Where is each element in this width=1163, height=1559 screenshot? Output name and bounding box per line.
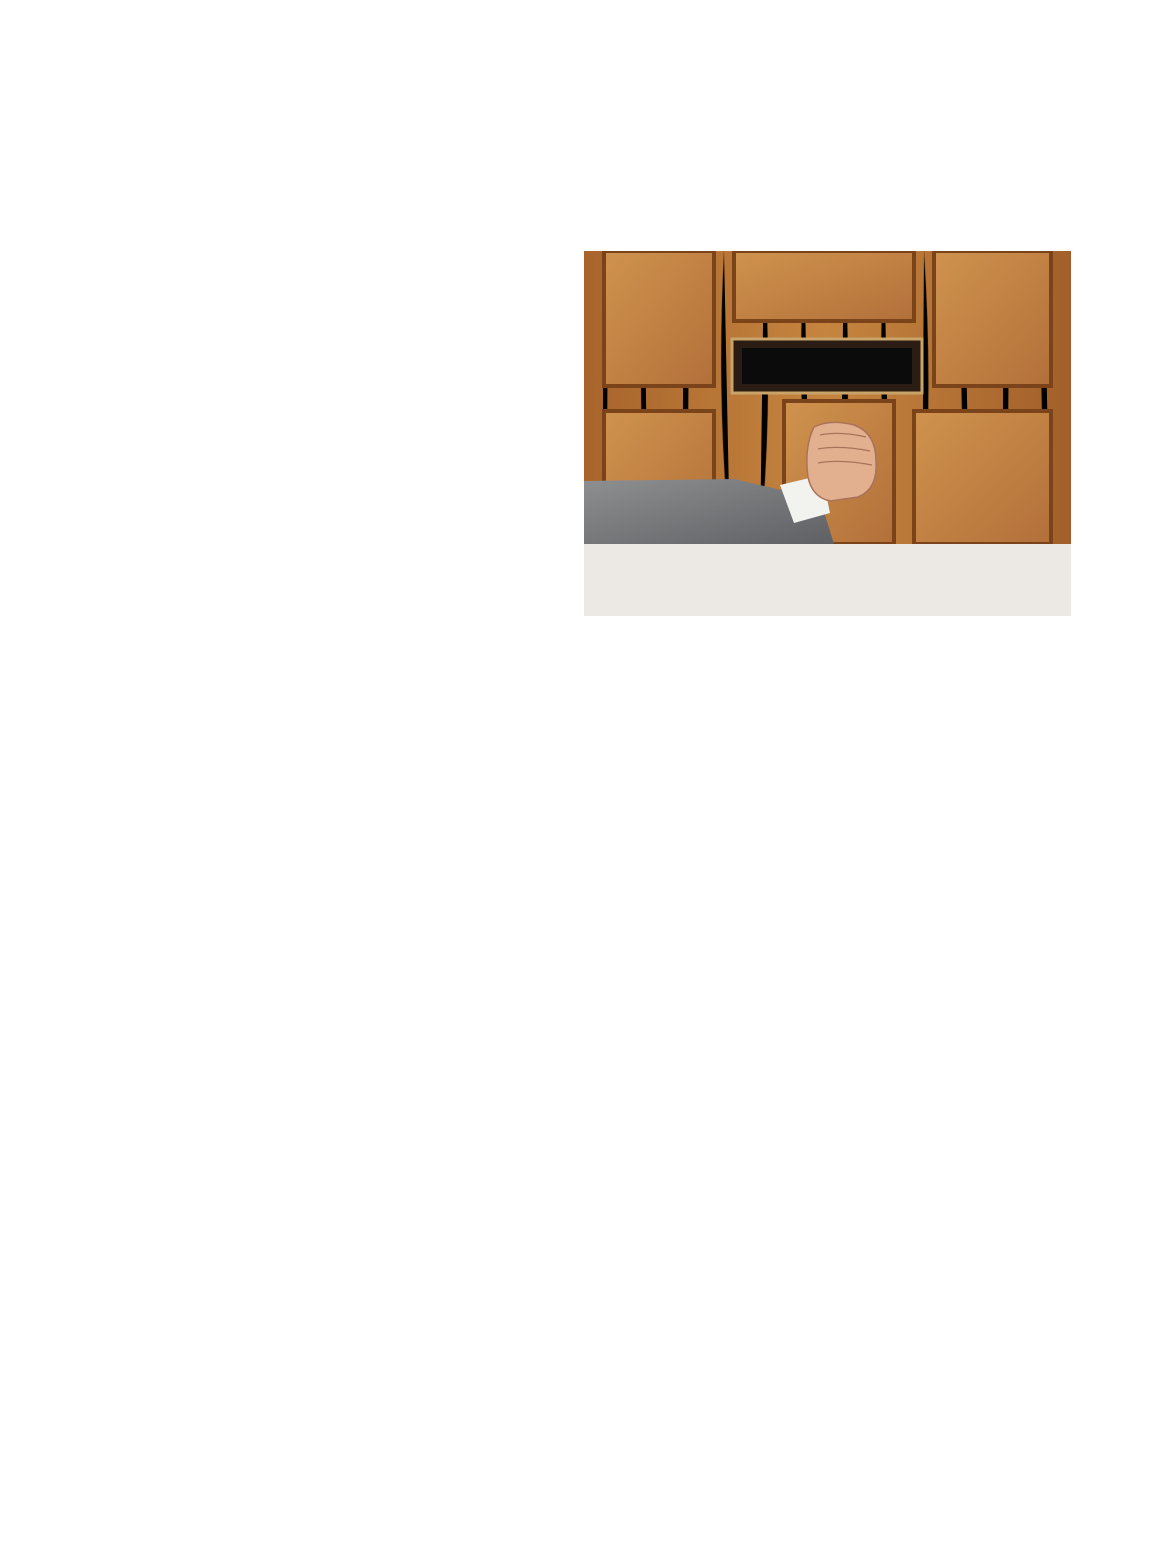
boss-door-photo: [584, 251, 1071, 544]
photo-caption-box: [584, 544, 1071, 616]
door-illustration: [584, 251, 1071, 544]
section-heading: [125, 172, 825, 199]
